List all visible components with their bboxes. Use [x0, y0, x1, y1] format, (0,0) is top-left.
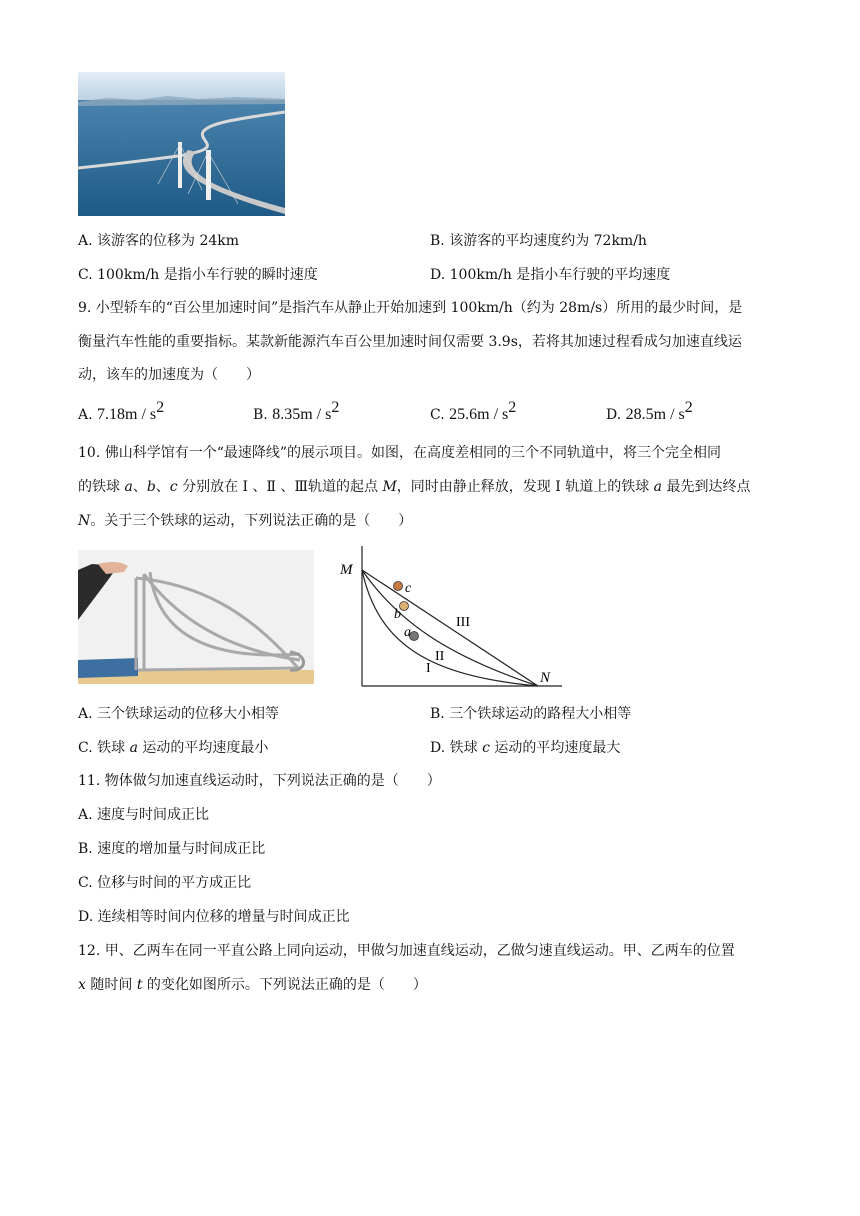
q10-option-d: D. 铁球 c 运动的平均速度最大: [430, 740, 621, 756]
label-c: c: [405, 581, 412, 596]
q8-option-b: B. 该游客的平均速度约为 72km/h: [430, 233, 647, 249]
q11-option-d: D. 连续相等时间内位移的增量与时间成正比: [78, 909, 350, 925]
track-photo: [78, 550, 314, 684]
q9-option-a: A. $7.18m / s^2$: [78, 399, 165, 423]
ball-c: [394, 582, 403, 591]
q10-stem-line3: N。关于三个铁球的运动，下列说法正确的是（ ）: [78, 513, 413, 529]
q9-stem-line1: 9. 小型轿车的“百公里加速时间”是指汽车从静止开始加速到 100km/h（约为 28m/s）所用的最少时间，是: [78, 300, 743, 316]
q9-stem-line2: 衡量汽车性能的重要指标。某款新能源汽车百公里加速时间仅需要 3.9s，若将其加速过程看成匀加速直线运: [78, 334, 742, 350]
q12-stem-line1: 12. 甲、乙两车在同一平直公路上同向运动，甲做匀加速直线运动，乙做匀速直线运动。甲、乙两车的位置: [78, 943, 735, 959]
bridge-photo: [78, 72, 285, 216]
label-a: a: [404, 625, 411, 640]
q8-option-c: C. 100km/h 是指小车行驶的瞬时速度: [78, 267, 318, 283]
q9-option-c: C. $25.6m / s^2$: [430, 399, 517, 423]
q9-stem-line3: 动，该车的加速度为（ ）: [78, 367, 260, 383]
q8-option-a: A. 该游客的位移为 24km: [78, 233, 240, 249]
label-m: M: [340, 562, 353, 578]
label-n: N: [540, 670, 551, 686]
label-b: b: [394, 607, 401, 622]
q10-stem-line2: 的铁球 a、b、c 分别放在 Ⅰ 、Ⅱ 、Ⅲ轨道的起点 M，同时由静止释放，发现 I 轨道上的铁球 a 最先到达终点: [78, 479, 751, 495]
q10-option-b: B. 三个铁球运动的路程大小相等: [430, 706, 632, 722]
q10-option-c: C. 铁球 a 运动的平均速度最小: [78, 740, 269, 756]
q10-stem-line1: 10. 佛山科学馆有一个“最速降线”的展示项目。如图，在高度差相同的三个不同轨道中，将三个完全相同: [78, 445, 722, 461]
q9-option-d: D. $28.5m / s^2$: [606, 399, 693, 423]
q11-stem: 11. 物体做匀加速直线运动时，下列说法正确的是（ ）: [78, 773, 441, 789]
label-i: I: [426, 661, 431, 676]
label-iii: III: [456, 615, 470, 630]
q10-option-a: A. 三个铁球运动的位移大小相等: [78, 706, 280, 722]
q9-option-b: B. $8.35m / s^2$: [253, 399, 340, 423]
q12-stem-line2: x 随时间 t 的变化如图所示。下列说法正确的是（ ）: [78, 977, 427, 993]
brachistochrone-diagram: [338, 544, 566, 692]
q11-option-a: A. 速度与时间成正比: [78, 807, 210, 823]
q8-option-d: D. 100km/h 是指小车行驶的平均速度: [430, 267, 671, 283]
q11-option-b: B. 速度的增加量与时间成正比: [78, 841, 266, 857]
label-ii: II: [435, 649, 445, 664]
q11-option-c: C. 位移与时间的平方成正比: [78, 875, 252, 891]
